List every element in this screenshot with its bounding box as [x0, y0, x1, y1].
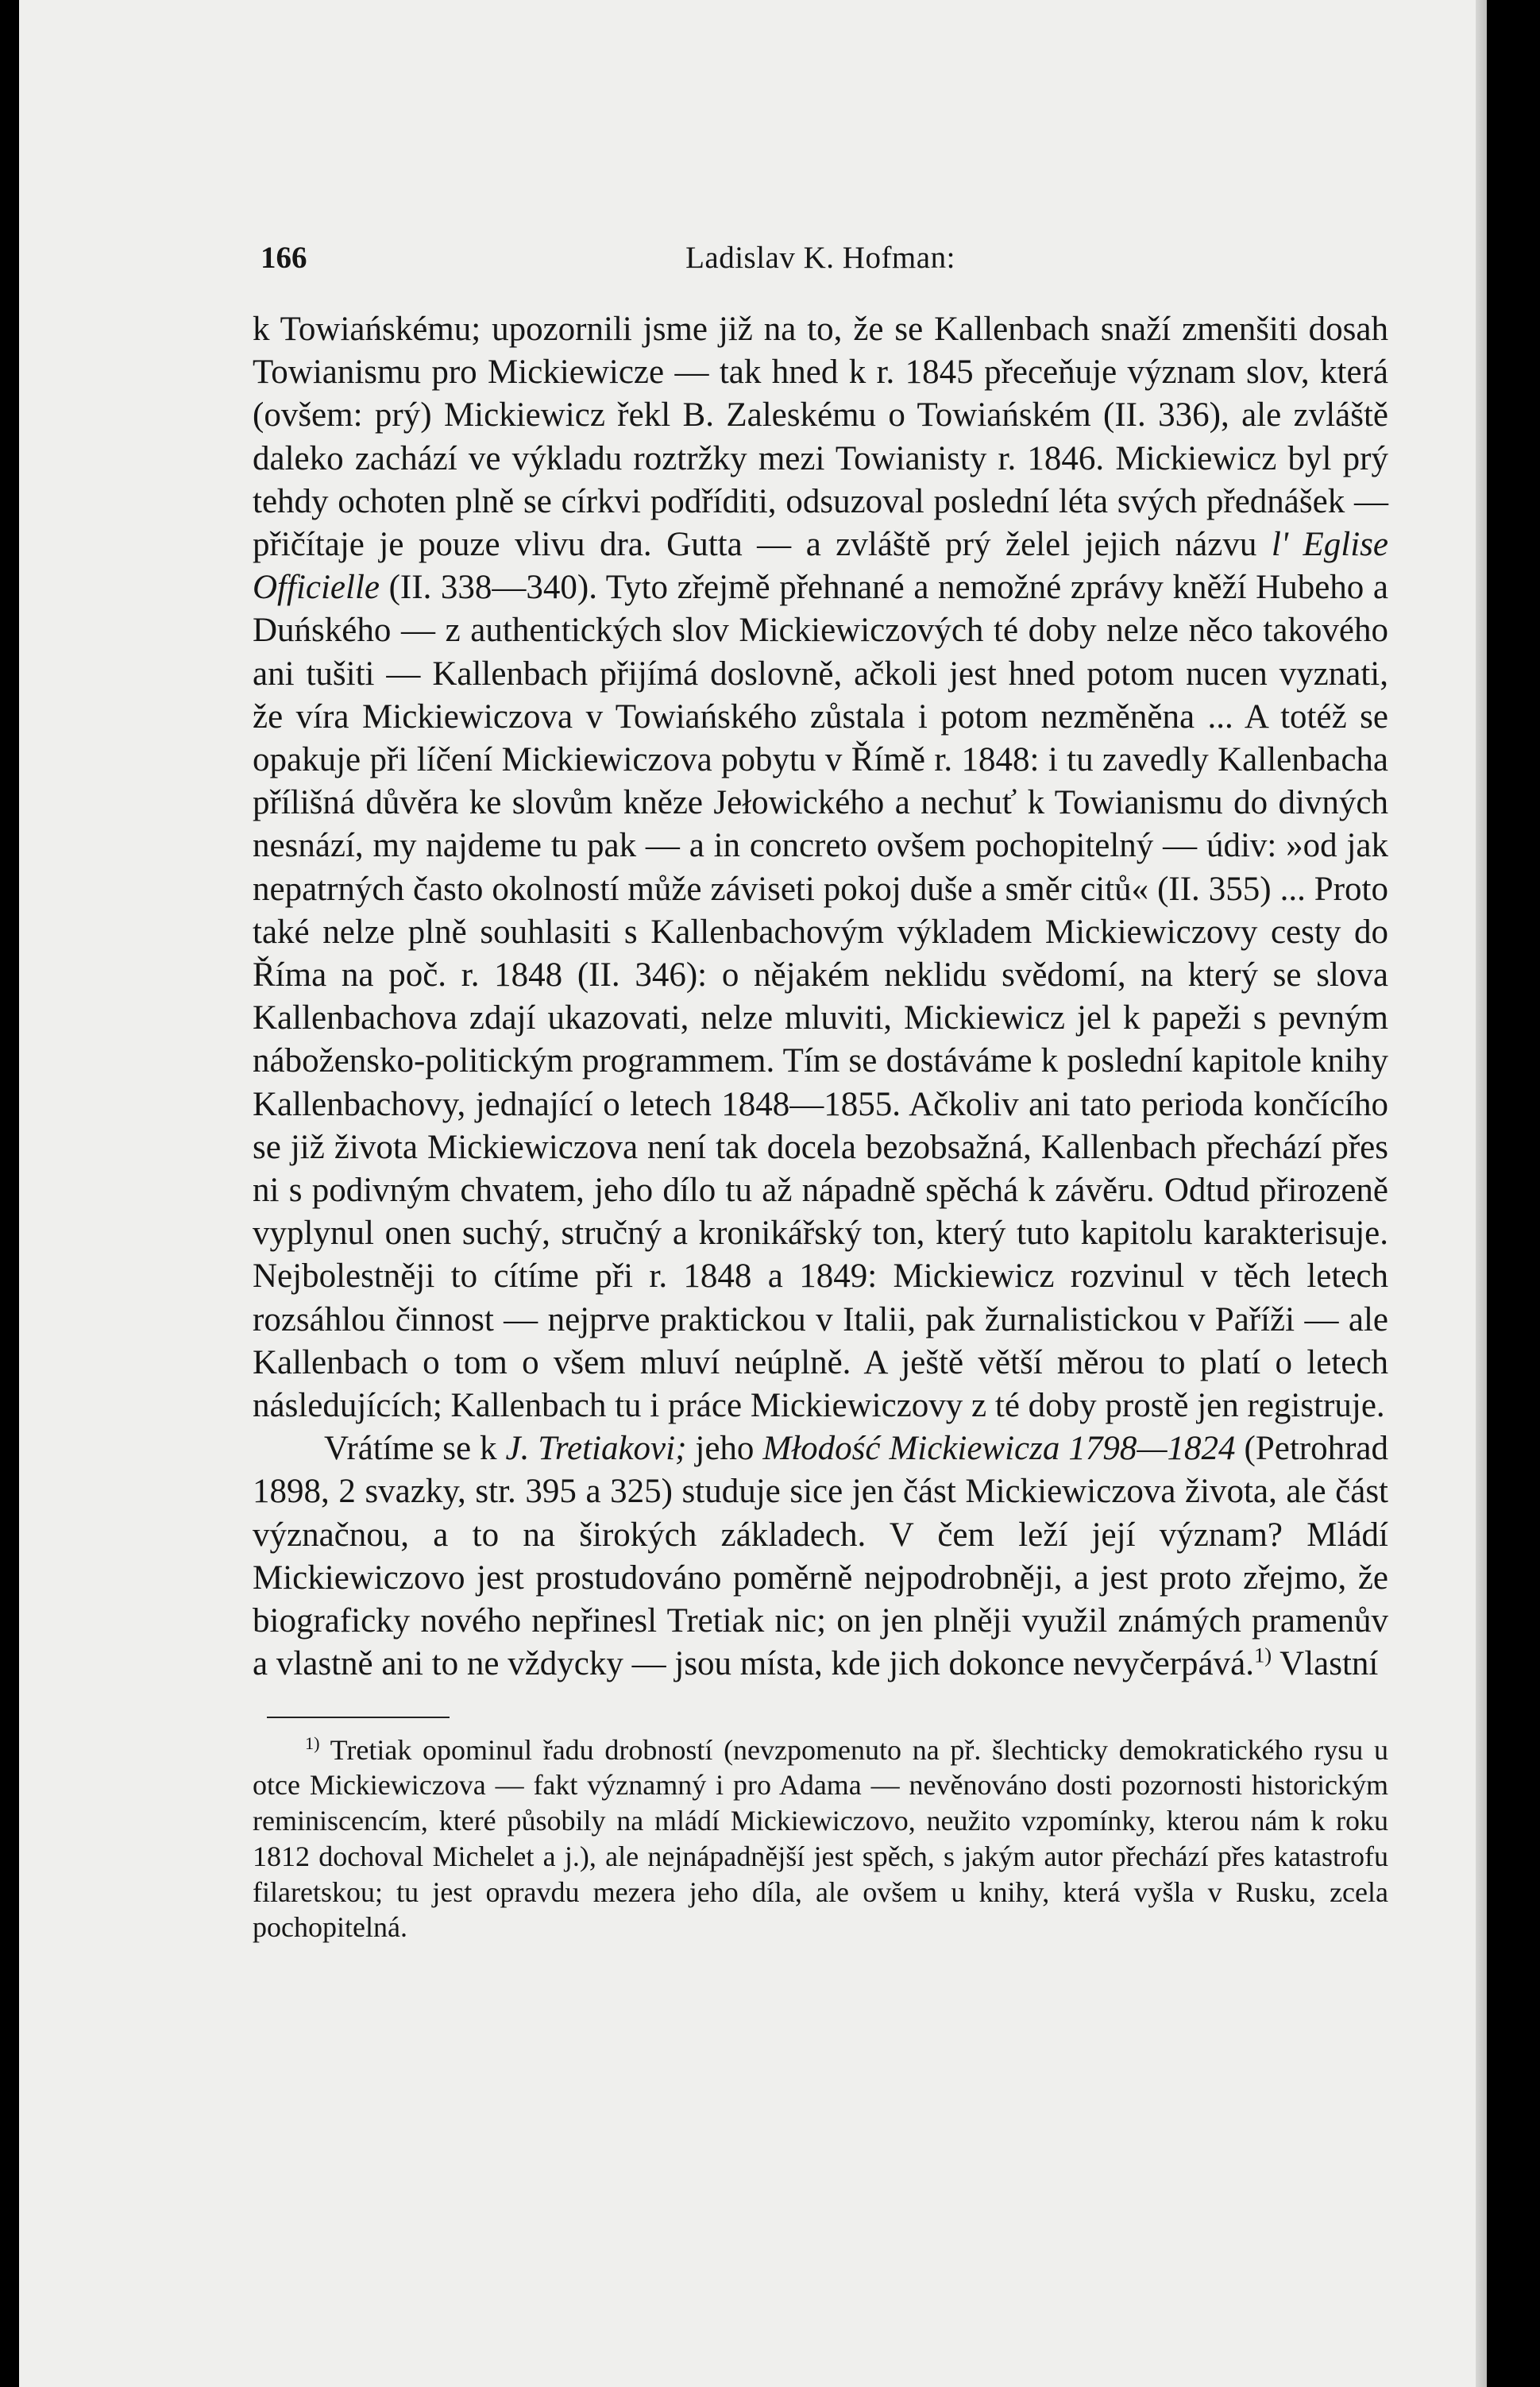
- paragraph-2-text-d: Vlastní: [1279, 1645, 1379, 1683]
- author-name: J. Tretiakovi;: [505, 1430, 687, 1468]
- paragraph-2-text-c: (Petrohrad 1898, 2 svazky, str. 395 a 325) studuje sice jen část Mickiewiczova života, ale část význačnou, a to na širokých základech. V čem leží její význam? Mládí Mickiewiczovo jest prostudováno poměrně nejpodrobněji, a jest proto zřejmo, že biograficky nového nepřinesl Tretiak nic; on jen plněji využil známých pramenův a vlastně ani to ne vždycky — jsou místa, kde jich dokonce nevyčerpává.: [253, 1430, 1389, 1683]
- eglise-officielle-title: l' Eglise Officielle: [253, 526, 1389, 607]
- paragraph-1: [253, 308, 1388, 1427]
- page-header: [253, 230, 1388, 286]
- footnote-reference: 1): [1253, 1643, 1272, 1667]
- paragraph-2-text-a: Vrátíme se k: [324, 1430, 497, 1468]
- body-text: [253, 308, 1388, 1686]
- footnote-text: Tretiak opominul řadu drobností (nevzpomenuto na př. šlechticky demokratického rysu u otce Mickiewiczova — fakt významný i pro Adama — nevěnováno dosti pozornosti historickým reminiscencím, které působily na mládí Mickiewiczovo, neužito vzpomínky, kterou nám k roku 1812 dochoval Michelet a j.), ale nejnápadnější jest spěch, s jakým autor přechází přes katastrofu filaretskou; tu jest opravdu mezera jeho díla, ale ovšem u knihy, která vyšla v Rusku, zcela pochopitelná.: [253, 1733, 1388, 1944]
- paragraph-2-text-b: jeho: [695, 1430, 755, 1468]
- page-edge-shadow: [1476, 0, 1487, 2387]
- running-head: Ladislav K. Hofman:: [685, 241, 955, 275]
- paragraph-1-text-b: (II. 338—340). Tyto zřejmě přehnané a nemožné zprávy kněží Hubeho a Duńského — z authentických slov Mickiewiczových té doby nelze něco takového ani tušiti — Kallenbach přijímá doslovně, ačkoli jest hned potom nucen vyznati, že víra Mickiewiczova v Towiańského zůstala i potom nezměněna ... A totéž se opakuje při líčení Mickiewiczova pobytu v Římě r. 1848: i tu zavedly Kallenbacha přílišná důvěra ke slovům kněze Jełowického a nechuť k Towianismu do divných nesnází, my najdeme tu pak — a in concreto ovšem pochopitelný — údiv: »od jak nepatrných často okolností může záviseti pokoj duše a směr citů« (II. 355) ... Proto také nelze plně souhlasiti s Kallenbachovým výkladem Mickiewiczovy cesty do Říma na poč. r. 1848 (II. 346): o nějakém neklidu svědomí, na který se slova Kallenbachova zdají ukazovati, nelze mluviti, Mickiewicz jel k papeži s pevným nábožensko-politickým programmem. Tím se dostáváme k poslední kapitole knihy Kallenbachovy, jednající o letech 1848—1855. Ačkoliv ani tato perioda končícího se již života Mickiewiczova není tak docela bezobsažná, Kallenbach přechází přes ni s podivným chvatem, jeho dílo tu až nápadně spěchá k závěru. Odtud přirozeně vyplynul onen suchý, stručný a kronikářský ton, který tuto kapitolu karakterisuje. Nejbolestněji to cítíme při r. 1848 a 1849: Mickiewicz rozvinul v těch letech rozsáhlou činnost — nejprve praktickou v Italii, pak žurnalistickou v Paříži — ale Kallenbach o tom o všem mluví neúplně. A ještě větší měrou to platí o letech následujících; Kallenbach tu i práce Mickiewiczovy z té doby prostě jen registruje.: [253, 569, 1388, 1425]
- scan-page: [19, 0, 1487, 2387]
- book-title: Młodość Mickiewicza 1798—1824: [762, 1430, 1236, 1468]
- footnote-rule: [267, 1717, 450, 1718]
- paragraph-2: [253, 1427, 1388, 1686]
- paragraph-1-text-a: k Towiańskému; upozornili jsme již na to, že se Kallenbach snaží zmenšiti dosah Towianismu pro Mickiewicze — tak hned k r. 1845 přeceňuje význam slov, která (ovšem: prý) Mickiewicz řekl B. Zaleskému o Towiańském (II. 336), ale zvláště daleko zachází ve výkladu roztržky mezi Towianisty r. 1846. Mickiewicz byl prý tehdy ochoten plně se církvi podříditi, odsuzoval poslední léta svých přednášek — přičítaje je pouze vlivu dra. Gutta — a zvláště prý želel jejich názvu: [253, 311, 1388, 564]
- footnote: [253, 1732, 1388, 1946]
- footnote-marker: 1): [305, 1732, 320, 1753]
- book-page: [253, 230, 1388, 1945]
- page-number: 166: [261, 241, 307, 275]
